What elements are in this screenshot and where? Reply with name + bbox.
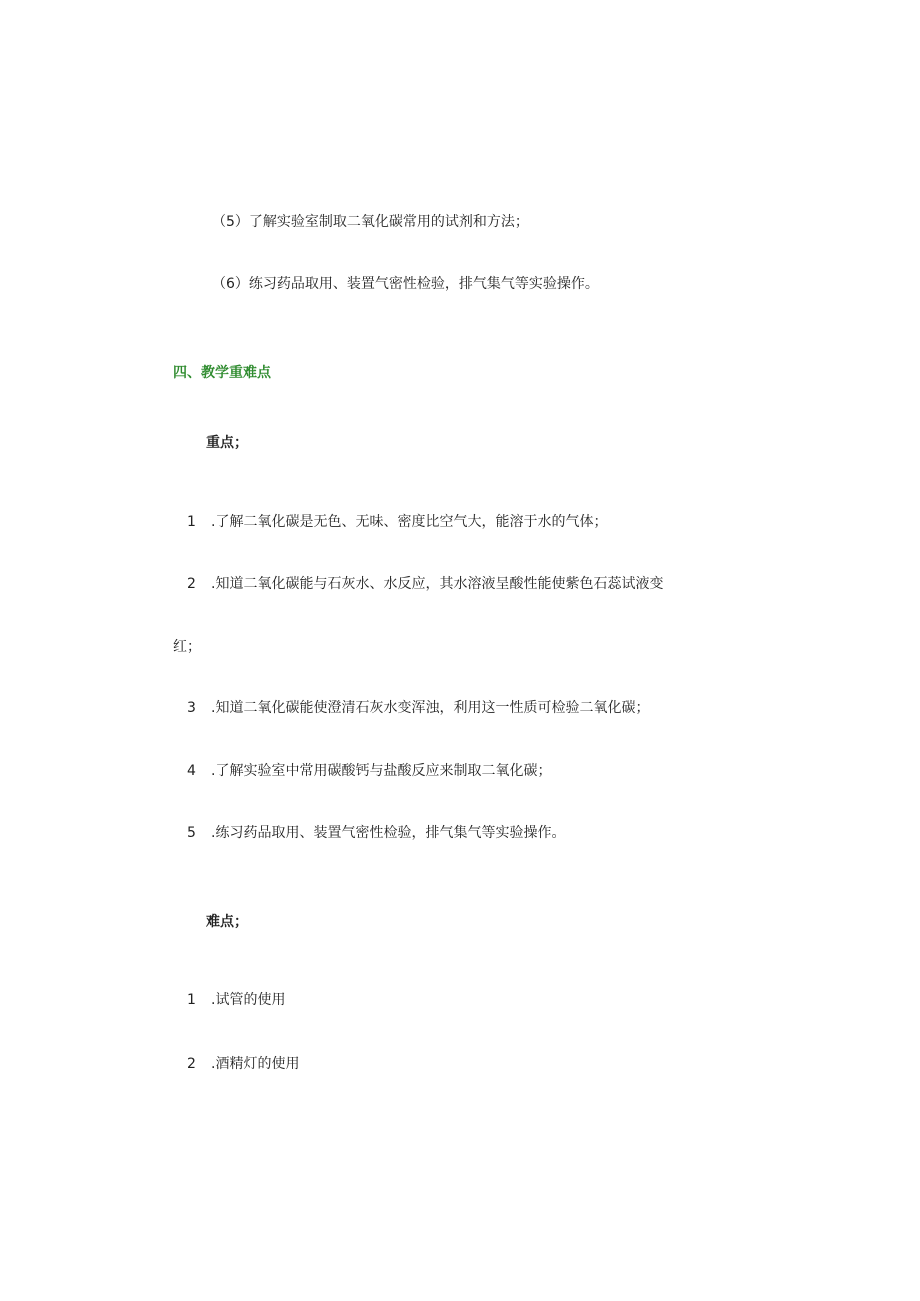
difficult-point-2 (187, 1054, 299, 1074)
difficult-point-text: .试管的使用 (211, 992, 286, 1008)
key-point-1 (187, 512, 607, 532)
difficult-point-number: 2 (187, 1056, 196, 1072)
key-point-5 (187, 823, 565, 843)
key-point-2-continuation: 红； (173, 639, 201, 655)
key-point-number: 3 (187, 700, 196, 716)
difficult-points-label: 难点； (206, 914, 248, 930)
objective-5: （5）了解实验室制取二氧化碳常用的试剂和方法； (212, 214, 529, 230)
section-heading: 四、教学重难点 (173, 365, 271, 381)
key-point-4 (187, 761, 551, 781)
key-point-3 (187, 698, 649, 718)
key-point-2 (187, 574, 663, 594)
key-point-text: .练习药品取用、装置气密性检验，排气集气等实验操作。 (211, 825, 566, 841)
difficult-point-number: 1 (187, 992, 196, 1008)
objective-6: （6）练习药品取用、装置气密性检验，排气集气等实验操作。 (212, 276, 599, 292)
key-point-text: .知道二氧化碳能与石灰水、水反应，其水溶液呈酸性能使紫色石蕊试液变 (211, 576, 664, 592)
key-point-number: 4 (187, 763, 196, 779)
key-point-number: 1 (187, 514, 196, 530)
key-point-text: .知道二氧化碳能使澄清石灰水变浑浊，利用这一性质可检验二氧化碳； (211, 700, 650, 716)
key-point-text: .了解实验室中常用碳酸钙与盐酸反应来制取二氧化碳； (211, 763, 552, 779)
key-point-number: 5 (187, 825, 196, 841)
key-point-text: .了解二氧化碳是无色、无味、密度比空气大，能溶于水的气体； (211, 514, 608, 530)
difficult-point-1 (187, 990, 285, 1010)
key-points-label: 重点； (206, 435, 248, 451)
key-point-number: 2 (187, 576, 196, 592)
difficult-point-text: .酒精灯的使用 (211, 1056, 300, 1072)
